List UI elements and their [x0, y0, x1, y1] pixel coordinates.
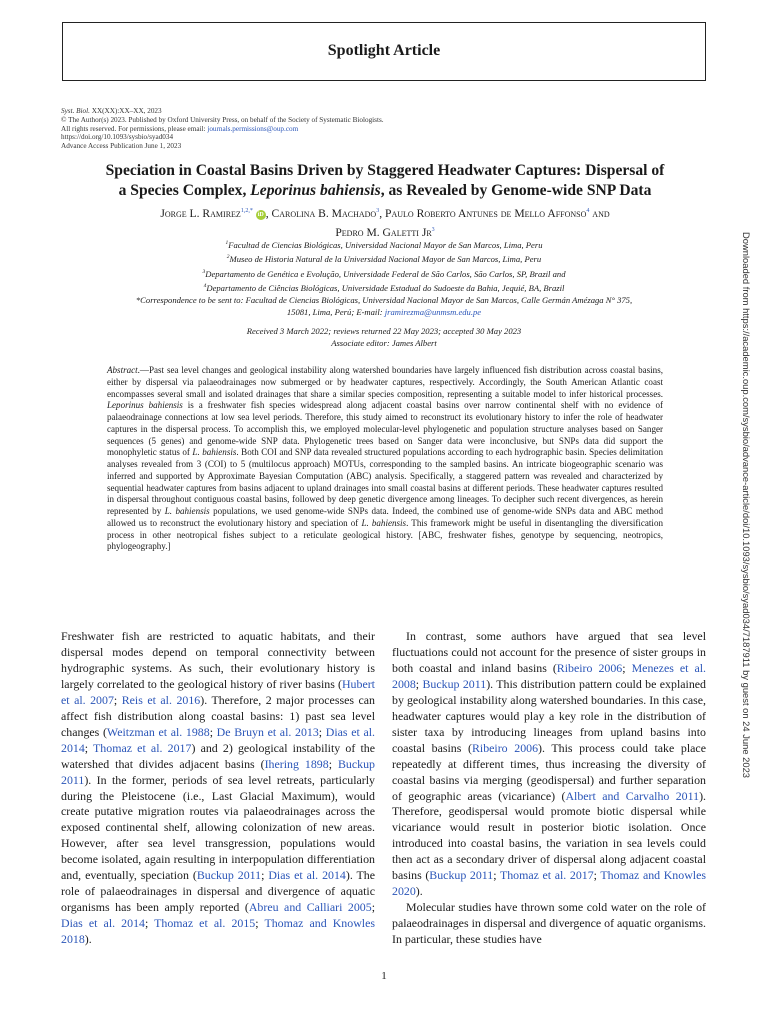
author-affiliation-mark[interactable]: 1,2,*	[240, 208, 253, 214]
author-name: Jorge L. Ramirez	[160, 206, 241, 220]
download-watermark-text: Downloaded from https://academic.oup.com/sysbio/advance-article/doi/10.1093/sysbio/syad034/7187911 by guest on 24 June 2023	[741, 232, 752, 779]
body-text: ).	[415, 884, 423, 899]
body-text: ) and 2) geological instability of the watershed that divides adjacent basins (	[61, 740, 376, 771]
affiliation-item	[62, 280, 706, 294]
citation-link[interactable]: Ihering 1898	[264, 756, 329, 771]
body-text: ;	[318, 724, 326, 739]
abstract-label: Abstract	[107, 365, 138, 375]
citation-link[interactable]: Dias et al. 2014	[61, 724, 376, 755]
body-column-left	[61, 629, 375, 948]
download-watermark	[738, 232, 752, 822]
abstract-species: Leporinus bahiensis	[107, 400, 183, 411]
author-name: Carolina B. Machado	[271, 206, 377, 220]
abstract-text: populations, we used genome-wide SNPs data. Indeed, the combined use of genome-wide SNPs data and ABC method allowed us to reconstruct the evolutionary history and speciation of	[107, 506, 663, 528]
advance-access-line: Advance Access Publication June 1, 2023	[61, 142, 182, 151]
author-separator: ,	[379, 206, 386, 220]
abstract-text: is a freshwater fish species widespread along adjacent coastal basins over narrow continental shelf with no evidence of palaeodrainage connections at low sea level periods. Therefore, this study aimed to reconstruct its evolutionary history to infer the role of headwater captures in the dispersal process. To accomplish this, we employed molecular-level phylogenetic and population structure analyses based on Sanger sequences (5 genes) and genome-wide SNP data. Phylogenetic trees based on Sanger data were inconclusive, but SNPs data did support the monophyletic status of	[107, 400, 663, 458]
abstract-text: . This framework might be useful in disentangling the diversification process in other neotropical fishes subject to a reticulate geological history. [ABC, freshwater fishes, genotype by sequencing, neotropics, phylogeography.]	[107, 517, 663, 552]
correspondence-line-1: *Correspondence to be sent to: Facultad de Ciencias Biológicas, Universidad Nacional Mayor de San Marcos, Calle Germán Amézaga N° 375,	[135, 295, 633, 306]
body-text: ;	[415, 676, 423, 691]
copyright-line: © The Author(s) 2023. Published by Oxford University Press, on behalf of the Society of Systematic Biologists.	[61, 115, 384, 124]
body-text: ;	[371, 900, 376, 915]
citation-link[interactable]: Dias et al. 2014	[268, 868, 346, 883]
authors-line-1	[64, 203, 706, 222]
body-text: Freshwater fish are restricted to aquatic habitats, and their dispersal modes depend on temporal connectivity between hydrographic systems. As such, their evolutionary history is largely correlated to the geological history of river basins (	[61, 629, 375, 691]
body-paragraph: Molecular studies have thrown some cold water on the role of palaeodrainages in dispersal and divergence of aquatic organisms. In particular, these studies have	[392, 900, 706, 947]
citation-link[interactable]: Thomaz and Knowles 2018	[61, 916, 375, 947]
citation-link[interactable]: Buckup 2011	[422, 676, 487, 691]
body-paragraph	[61, 629, 375, 948]
body-paragraph	[392, 629, 706, 900]
page-number: 1	[381, 970, 387, 982]
citation-link[interactable]: Weitzman et al. 1988	[106, 724, 210, 739]
body-text: ). Therefore, 2 major processes can affect fish distribution along coastal basins: 1) past sea level changes (	[61, 692, 375, 739]
abstract-text: . Both COI and SNP data revealed structured populations according to each hydrographic basin. Species delimitation analyses revealed from 3 (COI) to 5 (multilocus approach) MOTUs, corresponding to the sampled basins. An intricate biogeographic scenario was inferred and supported by Approximate Bayesian Computation (ABC) analysis. Specifically, a staggered pattern was revealed and characterized by sequential headwater captures from basins adjacent to upland drainages into small coastal basins at different periods. These headwater captures resulted in dispersal throughout contiguous coastal basins, followed by deep genetic divergence among lineages. To decipher such recent divergences, as herein represented by	[107, 447, 664, 516]
citation-link[interactable]: Buckup 2011	[429, 868, 494, 883]
body-text: In contrast, some authors have argued that sea level fluctuations could not account for the presence of sister groups in both coastal and inland basins (	[392, 629, 706, 675]
journal-name: Syst. Biol.	[61, 107, 90, 115]
body-text: ;	[493, 868, 500, 883]
body-text: ;	[255, 916, 265, 931]
body-text: ;	[113, 692, 122, 707]
body-text: ).	[84, 932, 92, 947]
orcid-icon[interactable]: iD	[257, 211, 264, 218]
permissions-email-link[interactable]: journals.permissions@oup.com	[207, 124, 299, 133]
abstract-text: .—Past sea level changes and geological instability along watershed boundaries have largely influenced fish distribution across coastal basins, either by dispersal via palaeodrainages now submerged or by headwater captures, respectively. Accordingly, the South American Atlantic coast encompasses several small and isolated drainages that share a similar species composition, representing a suitable model to infer historical processes.	[107, 365, 663, 399]
author-name: Pedro M. Galetti Jr	[335, 225, 432, 239]
body-text: ;	[622, 660, 632, 675]
affiliation-number: 2	[226, 254, 230, 261]
citation-link[interactable]: Thomaz et al. 2015	[154, 916, 256, 931]
title-text-end: , as Revealed by Genome-wide SNP Data	[380, 182, 652, 199]
affiliation-text: Departamento de Ciências Biológicas, Universidade Estadual do Sudoeste da Bahia, Jequié, BA, Brazil	[206, 282, 565, 293]
citation-link[interactable]: Buckup 2011	[61, 756, 375, 787]
body-text: ). This process could take place repeatedly at different times, thus increasing the diversity of coastal basins via merging (geodispersal) and further separation of geographic areas (vicariance) (	[392, 740, 706, 803]
citation-link[interactable]: Ribeiro 2006	[471, 740, 539, 755]
affiliation-item	[62, 266, 706, 280]
citation-link[interactable]: Albert and Carvalho 2011	[565, 788, 700, 803]
received-info	[62, 325, 706, 349]
author-separator: ,	[265, 206, 272, 220]
correspondence-text: 15081, Lima, Perú; E-mail:	[286, 307, 385, 318]
affiliation-number: 3	[202, 268, 206, 275]
abstract-species: L. bahiensis	[164, 506, 210, 516]
body-text: ). This distribution pattern could be explained by geological instability along watershed boundaries. In this case, headwater captures would play a key role in the distribution of sister taxa by introducing lineages from upland basins into coastal basins (	[392, 676, 707, 755]
body-text: ). The role of palaeodrainages in dispersal and divergence of aquatic organisms has been amply reported (	[61, 868, 375, 915]
body-text: ). Therefore, geodispersal would promote biotic dispersal while vicariance would result in posterior biotic isolation. Once introduced into coastal basins, the variation in sea levels could then act as a secondary driver of dispersal along adjacent coastal basins (	[392, 788, 707, 883]
citation-link[interactable]: De Bruyn et al. 2013	[216, 724, 319, 739]
body-text: ;	[328, 756, 338, 771]
citation-link[interactable]: Ribeiro 2006	[556, 660, 623, 675]
body-text: ;	[84, 740, 94, 755]
article-title	[70, 161, 700, 201]
body-column-right	[392, 629, 706, 948]
body-text: ;	[593, 868, 601, 883]
citation-link[interactable]: Abreu and Calliari 2005	[248, 900, 372, 915]
citation-link[interactable]: Thomaz et al. 2017	[499, 868, 594, 883]
citation-link[interactable]: Hubert et al. 2007	[61, 676, 375, 707]
article-type-box	[62, 22, 706, 81]
permissions-line	[61, 125, 521, 134]
citation-link[interactable]: Dias et al. 2014	[61, 916, 145, 931]
affiliation-number: 1	[225, 240, 229, 246]
permissions-text: All rights reserved. For permissions, please email:	[61, 124, 208, 133]
doi-line[interactable]: https://doi.org/10.1093/sysbio/syad034	[61, 133, 174, 142]
author-name: Paulo Roberto Antunes de Mello Affonso	[385, 206, 587, 220]
title-species: Leporinus bahiensis	[250, 182, 381, 199]
correspondence-line-2	[62, 306, 706, 318]
affiliations	[62, 237, 706, 319]
body-text: ). In the former, periods of sea level retreats, particularly during the Pleistocene (i.e., Last Glacial Maximum), would create putative migration routes via palaeodrainages across the exposed continental shelf, allowing colonization of new areas. However, after sea level transgression, populations would become isolated, again resulting in interpopulation differentiation and, eventually, speciation (	[61, 772, 375, 883]
received-dates: Received 3 March 2022; reviews returned 22 May 2023; accepted 30 May 2023	[246, 326, 522, 336]
affiliation-text: Museo de Historia Natural de la Universidad Nacional Mayor de San Marcos, Lima, Peru	[229, 254, 542, 265]
title-line-2	[70, 181, 700, 201]
title-line-1: Speciation in Coastal Basins Driven by Staggered Headwater Captures: Dispersal of	[105, 162, 665, 179]
citation-line	[61, 107, 521, 116]
citation-link[interactable]: Reis et al. 2016	[121, 692, 201, 707]
body-text: ;	[144, 916, 155, 931]
abstract-species: L. bahiensis	[361, 517, 407, 528]
body-text: ;	[209, 724, 217, 739]
affiliation-item	[62, 251, 706, 265]
citation-link[interactable]: Buckup 2011	[196, 868, 262, 883]
author-list	[64, 203, 706, 241]
body-text: ;	[261, 868, 269, 883]
correspondence-email-link[interactable]: jramirezma@unmsm.edu.pe	[384, 307, 482, 318]
abstract	[107, 365, 663, 553]
author-affiliation-mark[interactable]: 4	[586, 208, 590, 214]
citation-link[interactable]: Thomaz and Knowles 2020	[392, 868, 706, 899]
publication-metadata	[61, 107, 521, 151]
citation-link[interactable]: Menezes et al. 2008	[392, 660, 707, 691]
author-affiliation-mark[interactable]: 3	[376, 208, 380, 214]
affiliation-text: Facultad de Ciencias Biológicas, Universidad Nacional Mayor de San Marcos, Lima, Peru	[228, 239, 543, 250]
author-affiliation-mark[interactable]: 3	[431, 226, 435, 233]
affiliation-item	[62, 237, 706, 251]
article-type-label: Spotlight Article	[327, 42, 441, 59]
citation-volume: XX(XX):XX–XX, 2023	[89, 107, 162, 115]
author-conjunction: and	[589, 206, 610, 220]
associate-editor: Associate editor: James Albert	[331, 338, 437, 349]
abstract-species: L. bahiensis	[192, 447, 237, 458]
citation-link[interactable]: Thomaz et al. 2017	[93, 740, 192, 755]
affiliation-number: 4	[203, 282, 207, 289]
title-text: a Species Complex,	[118, 182, 251, 199]
affiliation-text: Departamento de Genética e Evolução, Universidade Federal de São Carlos, São Carlos, SP, Brazil and	[205, 268, 566, 279]
